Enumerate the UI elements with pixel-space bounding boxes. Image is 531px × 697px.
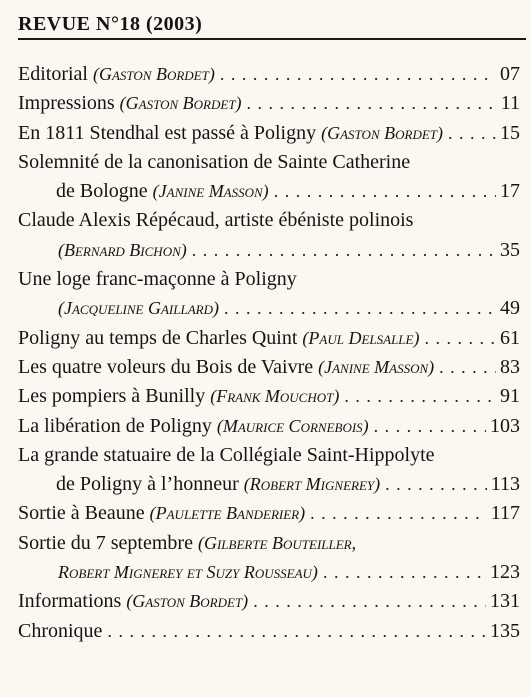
toc-entry-author: (Frank Mouchot) bbox=[210, 386, 340, 407]
toc-entry-author: (Bernard Bichon) bbox=[58, 239, 187, 260]
toc-entry-page: 61 bbox=[500, 326, 520, 349]
dot-leader bbox=[424, 324, 496, 353]
dot-leader bbox=[224, 294, 496, 323]
dot-leader bbox=[220, 60, 496, 89]
toc-entry-author: (Gaston Bordet) bbox=[119, 93, 242, 114]
toc-entry-solemnite-continued[interactable] bbox=[18, 177, 520, 206]
toc-entry-title: Poligny au temps de Charles Quint bbox=[18, 326, 298, 349]
dot-leader bbox=[247, 89, 497, 118]
dot-leader bbox=[192, 236, 496, 265]
toc-entry-page: 49 bbox=[500, 297, 520, 320]
dot-leader bbox=[107, 617, 486, 646]
dot-leader bbox=[344, 382, 496, 411]
journal-issue-title: REVUE N°18 (2003) bbox=[18, 13, 203, 35]
toc-entry-author: (Robert Mignerey) bbox=[243, 474, 381, 495]
toc-entry-page: 91 bbox=[500, 385, 520, 408]
toc-entry-author: (Paulette Banderier) bbox=[149, 503, 306, 524]
toc-entry-page: 07 bbox=[500, 63, 520, 85]
toc-entry-author: (Jacqueline Gaillard) bbox=[58, 298, 219, 319]
toc-entry-editorial[interactable] bbox=[18, 60, 520, 89]
dot-leader bbox=[310, 499, 487, 528]
toc-entry-beaune[interactable] bbox=[18, 499, 520, 528]
toc-entry-pompiers[interactable] bbox=[18, 382, 520, 411]
toc-entry-author: (Maurice Cornebois) bbox=[216, 415, 369, 436]
toc-entry-author: (Gilberte Bouteiller, bbox=[197, 532, 357, 553]
toc-entry-author: (Gaston Bordet) bbox=[321, 122, 443, 143]
toc-entry-solemnite[interactable] bbox=[18, 148, 520, 177]
toc-entry-page: 103 bbox=[490, 414, 520, 437]
toc-entry-title: Informations bbox=[18, 590, 122, 613]
toc-entry-author-continued: Robert Mignerey et Suzy Rousseau) bbox=[58, 562, 318, 583]
toc-entry-liberation[interactable] bbox=[18, 412, 520, 441]
toc-entry-stendhal[interactable] bbox=[18, 119, 520, 148]
toc-entry-page: 11 bbox=[500, 92, 520, 115]
toc-entry-repecaud[interactable] bbox=[18, 206, 520, 235]
toc-entry-page: 17 bbox=[500, 180, 520, 203]
toc-entry-title-continued: de Poligny à l’honneur bbox=[56, 473, 239, 496]
toc-entry-loge[interactable] bbox=[18, 265, 520, 294]
dot-leader bbox=[385, 470, 487, 499]
toc-entry-charles-quint[interactable] bbox=[18, 324, 520, 353]
toc-entry-page: 123 bbox=[490, 561, 520, 584]
toc-entry-title: Editorial bbox=[18, 63, 88, 85]
toc-entry-informations[interactable] bbox=[18, 587, 520, 616]
toc-entry-page: 113 bbox=[490, 473, 520, 496]
toc-entry-repecaud-continued[interactable] bbox=[18, 236, 520, 265]
dot-leader bbox=[439, 353, 496, 382]
toc-entry-impressions[interactable] bbox=[18, 89, 520, 118]
toc-entry-title: Les quatre voleurs du Bois de Vaivre bbox=[18, 355, 314, 378]
toc-entry-chronique[interactable] bbox=[18, 617, 520, 646]
toc-entry-voleurs[interactable] bbox=[18, 353, 520, 382]
toc-entry-statuaire-continued[interactable] bbox=[18, 470, 520, 499]
toc-entry-author: (Gaston Bordet) bbox=[92, 64, 215, 84]
toc-entry-title: Les pompiers à Bunilly bbox=[18, 385, 206, 408]
toc-entry-page: 15 bbox=[500, 121, 520, 144]
toc-entry-page: 135 bbox=[490, 619, 520, 642]
dot-leader bbox=[253, 587, 486, 616]
toc-entry-page: 117 bbox=[490, 502, 520, 525]
dot-leader bbox=[323, 558, 486, 587]
toc-entry-statuaire[interactable] bbox=[18, 441, 520, 470]
toc-entry-title: Impressions bbox=[18, 92, 115, 115]
toc-entry-author: (Janine Masson) bbox=[152, 181, 269, 202]
toc-entry-title: En 1811 Stendhal est passé à Poligny bbox=[18, 121, 317, 144]
toc-entry-sortie-septembre[interactable] bbox=[18, 529, 520, 558]
dot-leader bbox=[448, 119, 496, 148]
dot-leader bbox=[374, 412, 486, 441]
toc-entry-title: Chronique bbox=[18, 619, 103, 642]
toc-entry-author: (Paul Delsalle) bbox=[302, 327, 420, 348]
toc-entry-title: La grande statuaire de la Collégiale Saint-Hippolyte bbox=[18, 443, 435, 466]
table-of-contents bbox=[18, 60, 520, 646]
page-header bbox=[18, 12, 526, 40]
toc-entry-loge-continued[interactable] bbox=[18, 294, 520, 323]
toc-entry-page: 35 bbox=[500, 238, 520, 261]
toc-entry-title: Solemnité de la canonisation de Sainte Catherine bbox=[18, 150, 411, 173]
toc-entry-page: 83 bbox=[500, 355, 520, 378]
toc-entry-title: Sortie à Beaune bbox=[18, 502, 145, 525]
toc-entry-title: Sortie du 7 septembre bbox=[18, 531, 193, 554]
toc-entry-title-continued: de Bologne bbox=[56, 180, 148, 203]
toc-entry-author: (Janine Masson) bbox=[318, 356, 435, 377]
dot-leader bbox=[274, 177, 496, 206]
toc-entry-page: 131 bbox=[490, 590, 520, 613]
toc-entry-title: Une loge franc-maçonne à Poligny bbox=[18, 268, 297, 291]
toc-entry-sortie-septembre-continued[interactable] bbox=[18, 558, 520, 587]
toc-entry-author: (Gaston Bordet) bbox=[126, 591, 249, 612]
toc-entry-title: Claude Alexis Répécaud, artiste ébéniste polinois bbox=[18, 209, 414, 232]
toc-entry-title: La libération de Poligny bbox=[18, 414, 212, 437]
